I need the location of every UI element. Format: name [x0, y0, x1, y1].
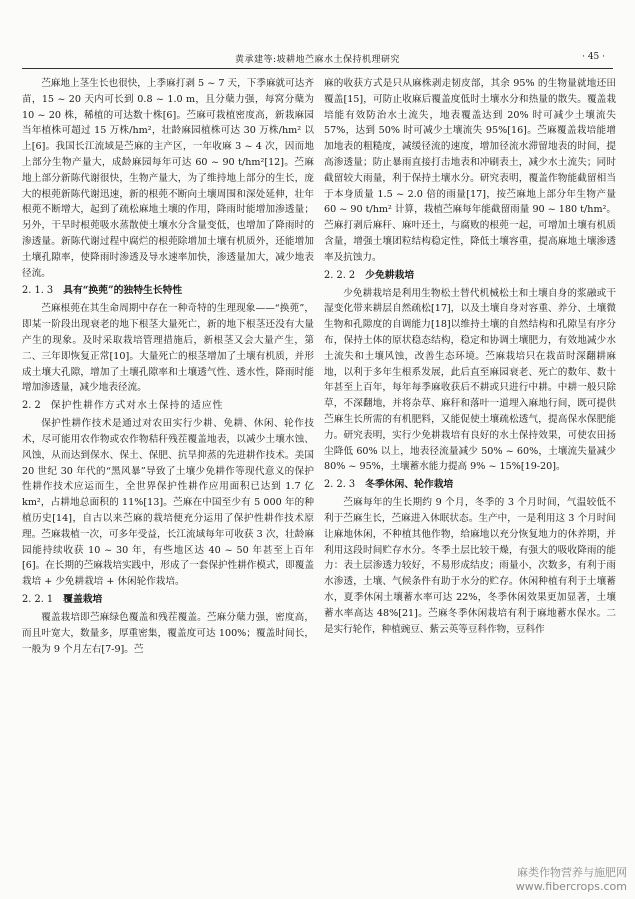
- paragraph-root-change: 苎麻根蔸在其生命周期中存在一种奇特的生理现象——“换蔸”，即某一阶段出现衰老的地下根茎大量死亡，新的地下根茎还没有大量产生的现象。及时采取栽培管理措施后，新根茎又会大量产生，第二、三年即恢复正常[10]。大量死亡的根茎增加了土壤有机质，并形成土壤大孔隙，增加了土壤孔隙率和土壤透气性、透水性，降雨时能增加渗透量，减少地表径流。: [22, 303, 314, 394]
- paragraph-cover-cultivation: 覆盖栽培即苎麻绿色覆盖和残茬覆盖。苎麻分蘖力强，密度高，而且叶宽大，数量多，厚重密集，覆盖度可达 100%；覆盖时间长，一般为 9 个月左右[7-9]。苎: [22, 611, 314, 655]
- paragraph-winter-fallow: 苎麻每年的生长期约 9 个月，冬季的 3 个月时间，气温较低不利于苎麻生长，苎麻进入休眠状态。生产中，一是利用这 3 个月时间让麻地休闲，不种植其他作物，给麻地以充分恢复地力的休养期，并利用这段时间贮存水分。冬季土层比较干燥，有强大的吸收降雨的能力：表土层渗透力较好，不易形成结皮；雨量小，次数多，有利于雨水渗透，土壤、气候条件有助于水分的贮存。休闲种植有利于土壤蓄水，夏季休闲土壤蓄水率可达 22%，冬季休闲效果更加显著，土壤蓄水率高达 48%[21]。苎麻冬季休闲栽培有利于麻地蓄水保水。二是实行轮作，种植豌豆、紫云英等豆科作物，豆科作: [324, 497, 616, 635]
- right-column: [324, 76, 616, 637]
- section-number: 2. 1. 3: [22, 285, 54, 297]
- section-title: 具有“换蔸”的独特生长特性: [63, 285, 183, 297]
- section-heading-2-2-2: [324, 268, 616, 284]
- section-number: 2. 2: [22, 400, 41, 412]
- section-heading-2-1-3: [22, 283, 314, 299]
- watermark-url: www.fibercrops.com: [515, 880, 627, 893]
- watermark-site-name: 麻类作物营养与施肥网: [517, 866, 627, 879]
- paragraph-cover-continued: 麻的收获方式是只从麻株剥走韧皮部，其余 95% 的生物量就地还田覆盖[15]，可防止收麻后覆盖度低时土壤水分和热量的散失。覆盖栽培能有效防治水土流失，地表覆盖达到 20% 时可减少土壤流失 57%，达到 50% 时可减少土壤流失 95%[16]。苎麻覆盖栽培能增加地表的粗糙度，减缓径流的速度，增加径流水滞留地表的时间，提高渗透量；防止暴雨直接打击地表和冲刷表土，减少水土流失；同时截留较大雨量，利于保持土壤水分。研究表明，覆盖作物能截留相当于本身质量 1.5 ~ 2.0 倍的雨量[17]，按苎麻地上部分年生物产量 60 ~ 90 t/hm² 计算，栽植苎麻每年能截留雨量 90 ~ 180 t/hm²。苎麻打剥后麻秆、麻叶还土，与腐败的根蔸一起，可增加土壤有机质含量，增强土壤团粒结构稳定性，降低土壤容重，提高麻地土壤渗透率及抗蚀力。: [324, 78, 616, 263]
- section-heading-2-2-1: [22, 592, 314, 608]
- section-title: 保护性耕作方式对水土保持的适应性: [50, 400, 224, 412]
- paragraph-reduced-tillage: 少免耕栽培是利用生物松土替代机械松土和土壤自身的浆融或干湿变化带来耕层自然疏松[17]，以及土壤自身对容重、养分、土壤微生物和孔隙度的自调能力[18]以维持土壤的自然结构和孔隙呈有序分布，保持土体的原状稳态结构，稳定和协调土壤肥力，有效地减少水土流失和土壤风蚀，改善生态环境。苎麻栽培只在栽苗时深翻耕麻地，以利于多年生根系发展，此后直至麻园衰老、死亡的数年、数十年甚至上百年，每年每季麻收获后不耕或只进行中耕。中耕一般只除草，不深翻地，并将杂草、麻秆和落叶一道埋入麻地行间，既可提供苎麻生长所需的有机肥料，又能促使土壤疏松透气，提高保水保肥能力。研究表明，实行少免耕栽培有良好的水土保持效果，可使农田扬尘降低 60% 以上，地表径流量减少 50% ~ 60%，土壤流失量减少 80% ~ 95%，土壤蓄水能力提高 9% ~ 15%[19-20]。: [324, 287, 616, 473]
- left-column: [22, 76, 314, 657]
- section-number: 2. 2. 2: [324, 269, 356, 281]
- section-title: 覆盖栽培: [63, 593, 103, 605]
- section-number: 2. 2. 1: [22, 593, 54, 605]
- watermark: [516, 864, 627, 893]
- running-header: [22, 52, 613, 69]
- section-title: 少免耕栽培: [365, 269, 415, 281]
- page-number: · 45 ·: [582, 52, 605, 62]
- section-number: 2. 2. 3: [324, 479, 356, 491]
- section-heading-2-2-3: [324, 477, 616, 493]
- paragraph-conservation-tillage: 保护性耕作技术是通过对农田实行少耕、免耕、休闲、轮作技术，尽可能用农作物或农作物秸秆残茬覆盖地表，以减少土壤水蚀、风蚀，从而达到保水、保土、保肥、抗旱抑蒸的先进耕作技术。美国 20 世纪 30 年代的“黑风暴”导致了土壤少免耕作等现代意义的保护性耕作技术应运而生，全世界保护性耕作应用面积已达到 1.7 亿 km²，占耕地总面积的 11%[13]。苎麻在中国至少有 5 000 年的种植历史[14]，自古以来苎麻的栽培便充分运用了保护性耕作技术原理。苎麻栽植一次，可多年受益，长江流域每年可收获 3 次，壮龄麻园能持续收获 10 ~ 30 年，有些地区达 40 ~ 50 年甚至上百年[6]。在长期的苎麻栽培实践中，形成了一套保护性耕作模式，即覆盖栽培 + 少免耕栽培 + 休闲轮作栽培。: [22, 418, 314, 588]
- paragraph-stem-growth: 苎麻地上茎生长也很快，上季麻打剥 5 ~ 7 天，下季麻就可达齐苗，15 ~ 20 天内可长到 0.8 ~ 1.0 m，且分蘖力强，每窝分蘖为 10 ~ 20 株，稀植的可达数十株[6]。苎麻可栽植密度高，新栽麻园当年植株可超过 15 万株/hm²，壮龄麻园植株可达 30 万株/hm² 以上[6]。我国长江流域是苎麻的主产区，一年收麻 3 ~ 4 次，因而地上部分生物产量大，成龄麻园每年可达 60 ~ 90 t/hm²[12]。苎麻地上部分新陈代谢很快，生物产量大，为了维持地上部分的生长，庞大的根蔸新陈代谢迅速，新的根蔸不断向土壤周围和深处延伸，壮年根蔸不断增大，起到了疏松麻地土壤的作用，降雨时能增加渗透量；另外，干旱时根蔸吸水蒸散使土壤水分含量变低，也增加了降雨时的渗透量。新陈代谢过程中腐烂的根蔸除增加土壤有机质外，还能增加土壤孔隙率，使降雨时渗透及导水速率加快，渗透量加大，减少地表径流。: [22, 78, 314, 279]
- section-heading-2-2: [22, 398, 314, 414]
- running-title: 黄承建等:坡耕地苎麻水土保持机理研究: [234, 55, 401, 65]
- section-title: 冬季休闲、轮作栽培: [365, 479, 454, 491]
